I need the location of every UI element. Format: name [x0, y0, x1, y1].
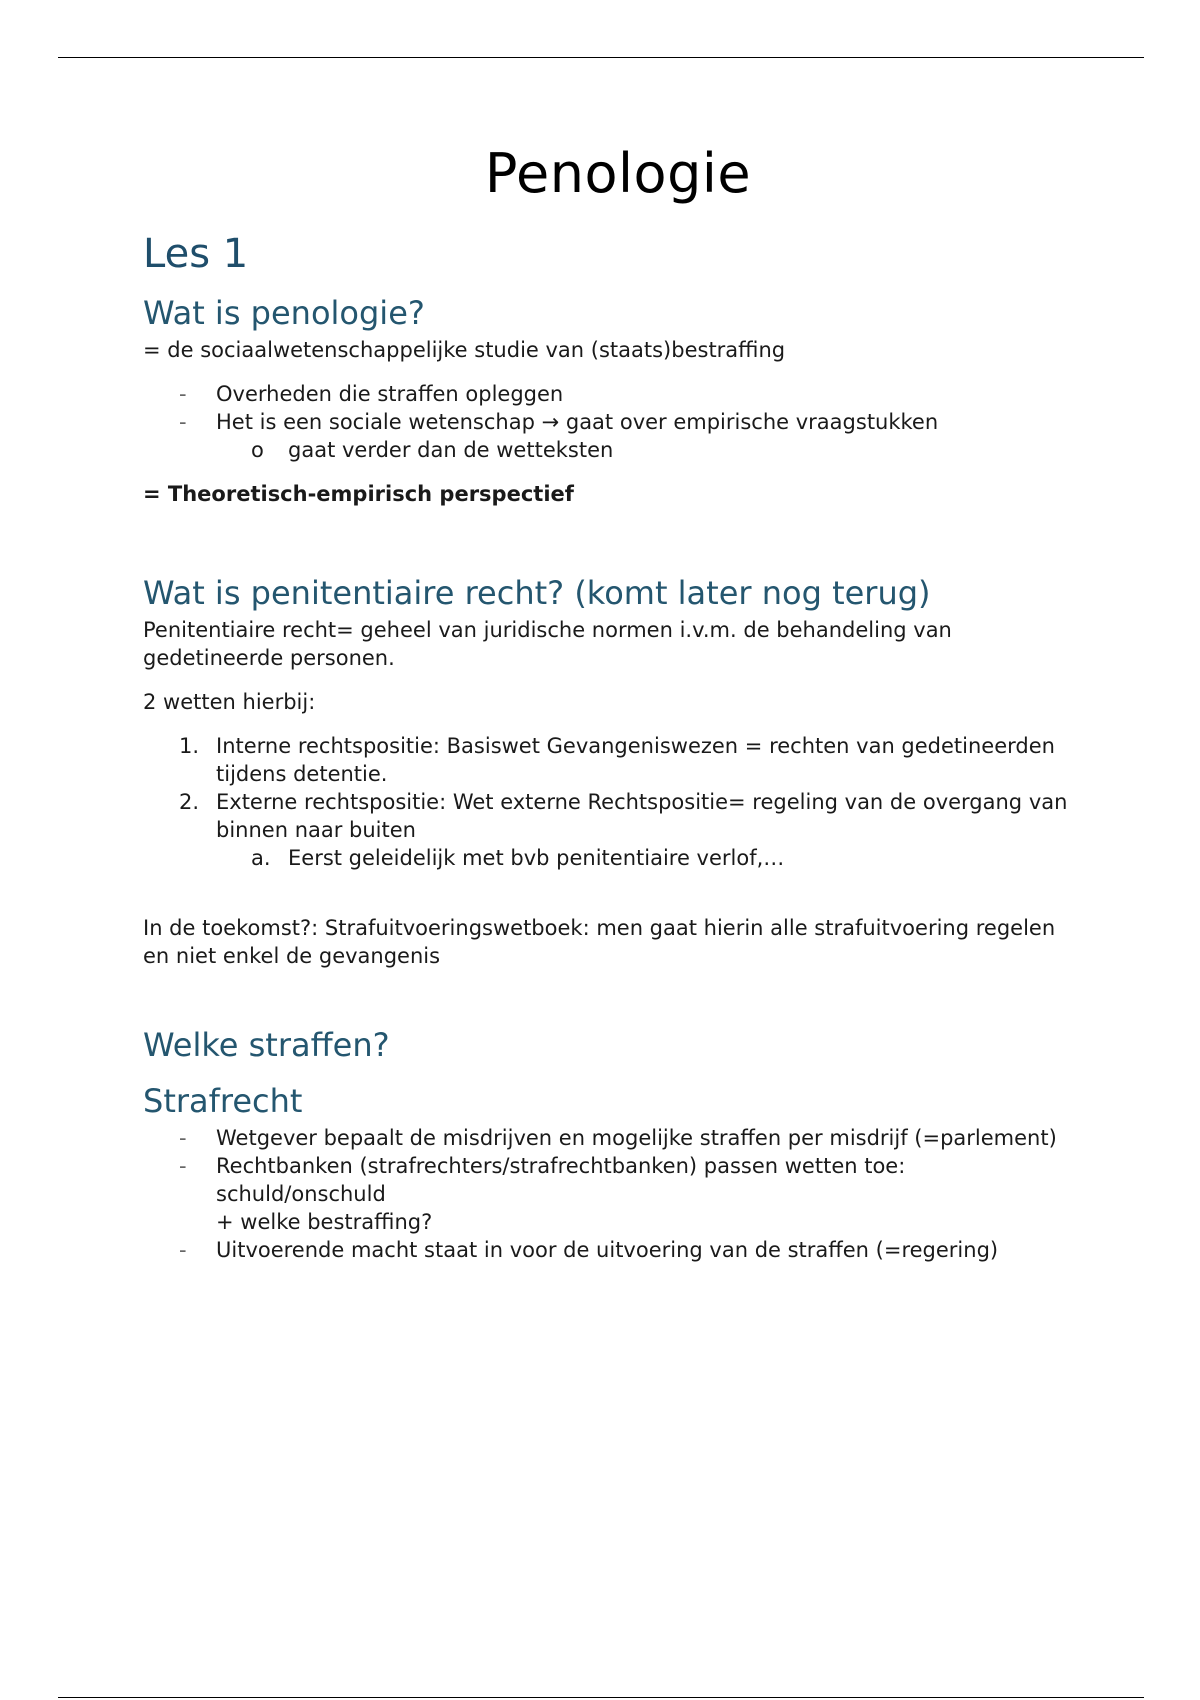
list-item: a. Eerst geleidelijk met bvb penitentiaire verlof,… — [251, 846, 785, 870]
top-rule — [58, 57, 1144, 58]
list-number: 1. — [179, 734, 200, 758]
list-item: - Overheden die straffen opleggen — [179, 382, 564, 406]
sub-bullet-marker: o — [251, 438, 264, 462]
bullet-marker: - — [179, 410, 187, 434]
toekomst-paragraph: In de toekomst?: Strafuitvoeringswetboek: men gaat hierin alle strafuitvoering regelen en niet enkel de gevangenis — [143, 916, 1056, 968]
strafrecht-bullets — [143, 1124, 1073, 1264]
bottom-rule — [58, 1697, 1144, 1698]
list-item: - Uitvoerende macht staat in voor de uitvoering van de straffen (=regering) — [179, 1238, 999, 1262]
list-item: - Wetgever bepaalt de misdrijven en mogelijke straffen per misdrijf (=parlement) — [179, 1126, 1057, 1150]
bullet-marker: - — [179, 382, 187, 406]
list-number: 2. — [179, 790, 200, 814]
list-item: o gaat verder dan de wetteksten — [251, 438, 614, 462]
bullet-continuation: + welke bestraffing? — [216, 1210, 433, 1234]
list-item: - Het is een sociale wetenschap → gaat over empirische vraagstukken — [179, 410, 939, 434]
section-heading-welke-straffen: Welke straffen? — [143, 1026, 390, 1064]
wetten-sub-list — [143, 844, 1073, 872]
document-title: Penologie — [484, 142, 752, 205]
bullet-marker: - — [179, 1126, 187, 1150]
list-item: - Rechtbanken (strafrechters/strafrechtbanken) passen wetten toe: schuld/onschuld + welke bestraffing? — [179, 1154, 906, 1234]
penitentiaire-recht-definition: Penitentiaire recht= geheel van juridische normen i.v.m. de behandeling van gedetineerde personen. — [143, 618, 952, 670]
bullet-marker: - — [179, 1238, 187, 1262]
wetten-list — [143, 732, 1073, 844]
section-heading-penologie: Wat is penologie? — [143, 294, 425, 332]
sub-list-letter: a. — [251, 846, 271, 870]
list-item: 2. Externe rechtspositie: Wet externe Rechtspositie= regeling van de overgang van binnen naar buiten — [179, 790, 1068, 842]
subheading-strafrecht: Strafrecht — [143, 1082, 303, 1120]
penologie-sub-bullets — [143, 436, 1073, 464]
penologie-definition: = de sociaalwetenschappelijke studie van (staats)bestraffing — [143, 338, 786, 362]
lesson-heading: Les 1 — [143, 231, 249, 277]
document-page — [143, 138, 1073, 1264]
list-item: 1. Interne rechtspositie: Basiswet Gevangeniswezen = rechten van gedetineerden tijdens detentie. — [179, 734, 1055, 786]
wetten-intro: 2 wetten hierbij: — [143, 690, 316, 714]
bullet-marker: - — [179, 1154, 187, 1178]
section-heading-penitentiaire-recht: Wat is penitentiaire recht? (komt later nog terug) — [143, 574, 931, 612]
penologie-conclusion: = Theoretisch-empirisch perspectief — [143, 482, 574, 506]
penologie-bullets — [143, 380, 1073, 436]
